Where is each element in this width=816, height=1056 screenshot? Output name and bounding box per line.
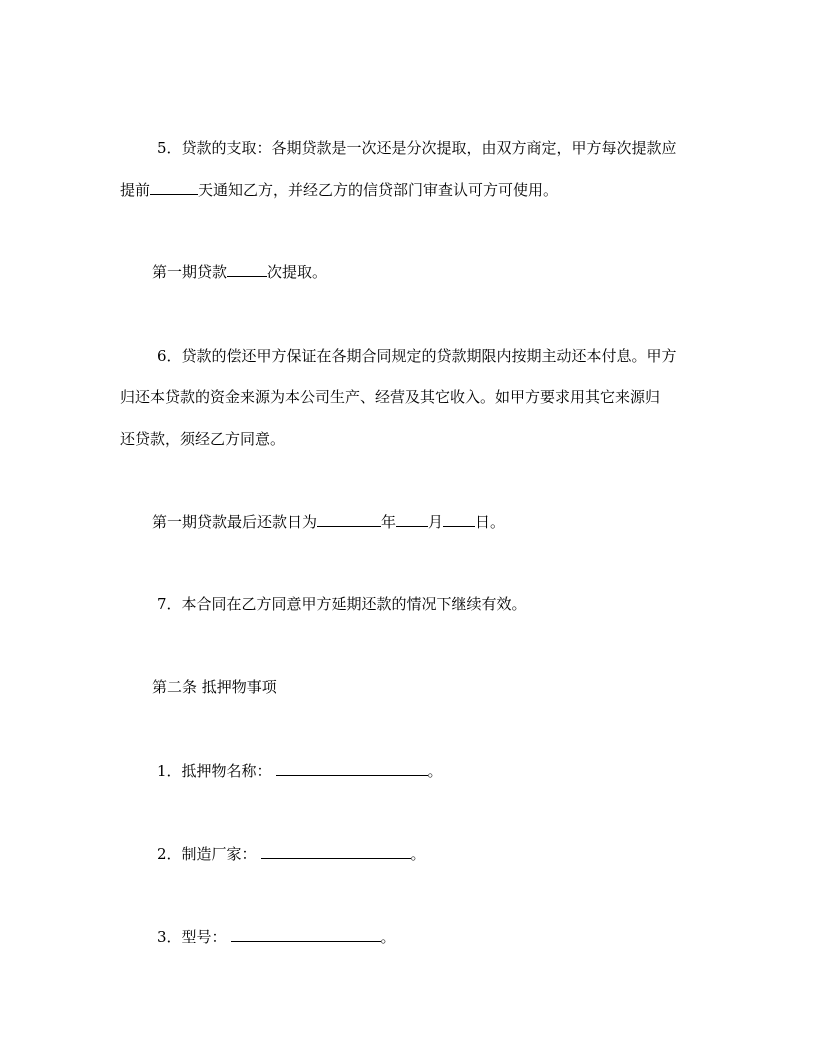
year-blank (317, 512, 381, 527)
item-2-line (157, 844, 426, 864)
collateral-name-blank (276, 761, 428, 776)
para-7-line (157, 594, 527, 614)
para-6-sub-line (152, 512, 505, 532)
collateral-name-label: 1．抵押物名称： (157, 762, 272, 780)
advance-days-blank (150, 180, 198, 195)
item-1-end: 。 (427, 762, 443, 780)
year-label: 年 (381, 513, 397, 531)
para-6-text-1: 6．贷款的偿还甲方保证在各期合同规定的贷款期限内按期主动还本付息。甲方 (157, 347, 677, 365)
month-blank (396, 512, 428, 527)
item-3-line (157, 927, 396, 947)
para-5-text-1: 5．贷款的支取：各期贷款是一次还是分次提取，由双方商定，甲方每次提款应 (157, 139, 677, 157)
para-5-sub-line (152, 262, 327, 282)
item-2-end: 。 (410, 845, 426, 863)
article-2-title: 第二条 抵押物事项 (152, 678, 277, 696)
para-5-line-1 (157, 138, 677, 158)
para-6-line-1 (157, 346, 677, 366)
first-installment-suffix: 次提取。 (267, 263, 328, 281)
para-5-line-2 (120, 180, 558, 200)
para-5-text-2a: 提前 (120, 181, 151, 199)
manufacturer-label: 2．制造厂家： (157, 845, 257, 863)
final-repayment-label: 第一期贷款最后还款日为 (152, 513, 318, 531)
month-label: 月 (428, 513, 444, 531)
para-6-line-3 (120, 429, 285, 449)
model-label: 3．型号： (157, 928, 227, 946)
item-3-end: 。 (380, 928, 396, 946)
day-blank (443, 512, 475, 527)
item-1-line (157, 761, 443, 781)
para-5-text-2b: 天通知乙方，并经乙方的信贷部门审查认可方可使用。 (198, 181, 559, 199)
model-blank (231, 927, 381, 942)
para-7-text: 7．本合同在乙方同意甲方延期还款的情况下继续有效。 (157, 595, 527, 613)
first-installment-label: 第一期贷款 (152, 263, 228, 281)
para-6-line-2 (120, 387, 660, 407)
para-6-text-2: 归还本贷款的资金来源为本公司生产、经营及其它收入。如甲方要求用其它来源归 (120, 388, 661, 406)
day-label: 日。 (475, 513, 506, 531)
para-6-text-3: 还贷款，须经乙方同意。 (120, 430, 286, 448)
manufacturer-blank (261, 844, 411, 859)
installment-count-blank (227, 262, 267, 277)
article-2-heading (152, 677, 277, 697)
